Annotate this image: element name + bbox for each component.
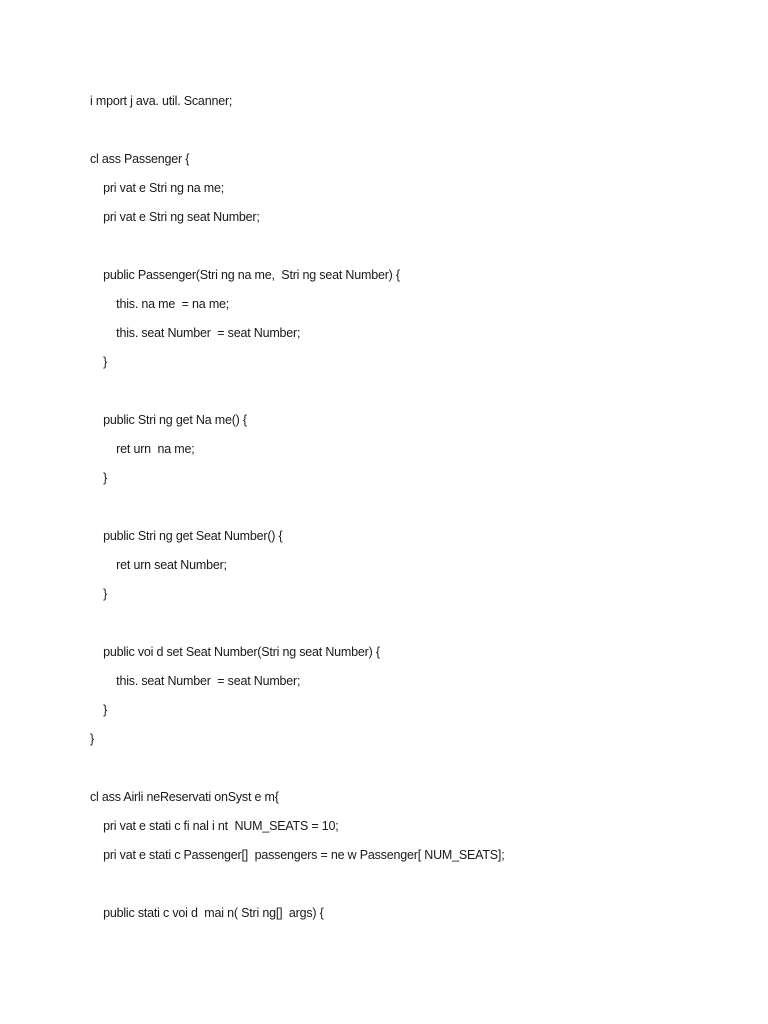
- code-line-8: this. na me = na me;: [90, 297, 230, 311]
- code-line-20: public voi d set Seat Number(Stri ng seat Number) {: [90, 645, 380, 659]
- code-line-29: public stati c voi d mai n( Stri ng[] args) {: [90, 906, 324, 920]
- code-line-27: pri vat e stati c Passenger[] passengers = ne w Passenger[ NUM_SEATS];: [90, 848, 505, 862]
- code-line-26: pri vat e stati c fi nal i nt NUM_SEATS = 10;: [90, 819, 339, 833]
- code-line-5: pri vat e Stri ng seat Number;: [90, 210, 260, 224]
- code-line-12: public Stri ng get Na me() {: [90, 413, 247, 427]
- code-line-21: this. seat Number = seat Number;: [90, 674, 301, 688]
- code-listing: [90, 90, 730, 931]
- code-line-14: }: [90, 471, 108, 485]
- code-line-23: }: [90, 732, 94, 746]
- code-line-19: [90, 612, 730, 641]
- code-line-3: cl ass Passenger {: [90, 152, 190, 166]
- code-line-15: [90, 496, 730, 525]
- code-line-11: [90, 380, 730, 409]
- code-line-16: public Stri ng get Seat Number() {: [90, 529, 283, 543]
- code-line-9: this. seat Number = seat Number;: [90, 326, 301, 340]
- code-line-24: [90, 757, 730, 786]
- code-line-28: [90, 873, 730, 902]
- code-line-1: i mport j ava. util. Scanner;: [90, 94, 233, 108]
- code-line-17: ret urn seat Number;: [90, 558, 227, 572]
- code-line-18: }: [90, 587, 108, 601]
- code-line-10: }: [90, 355, 108, 369]
- code-line-4: pri vat e Stri ng na me;: [90, 181, 225, 195]
- code-line-25: cl ass Airli neReservati onSyst e m{: [90, 790, 279, 804]
- code-line-7: public Passenger(Stri ng na me, Stri ng seat Number) {: [90, 268, 400, 282]
- code-line-2: [90, 119, 730, 148]
- code-line-6: [90, 235, 730, 264]
- code-line-13: ret urn na me;: [90, 442, 195, 456]
- code-line-22: }: [90, 703, 108, 717]
